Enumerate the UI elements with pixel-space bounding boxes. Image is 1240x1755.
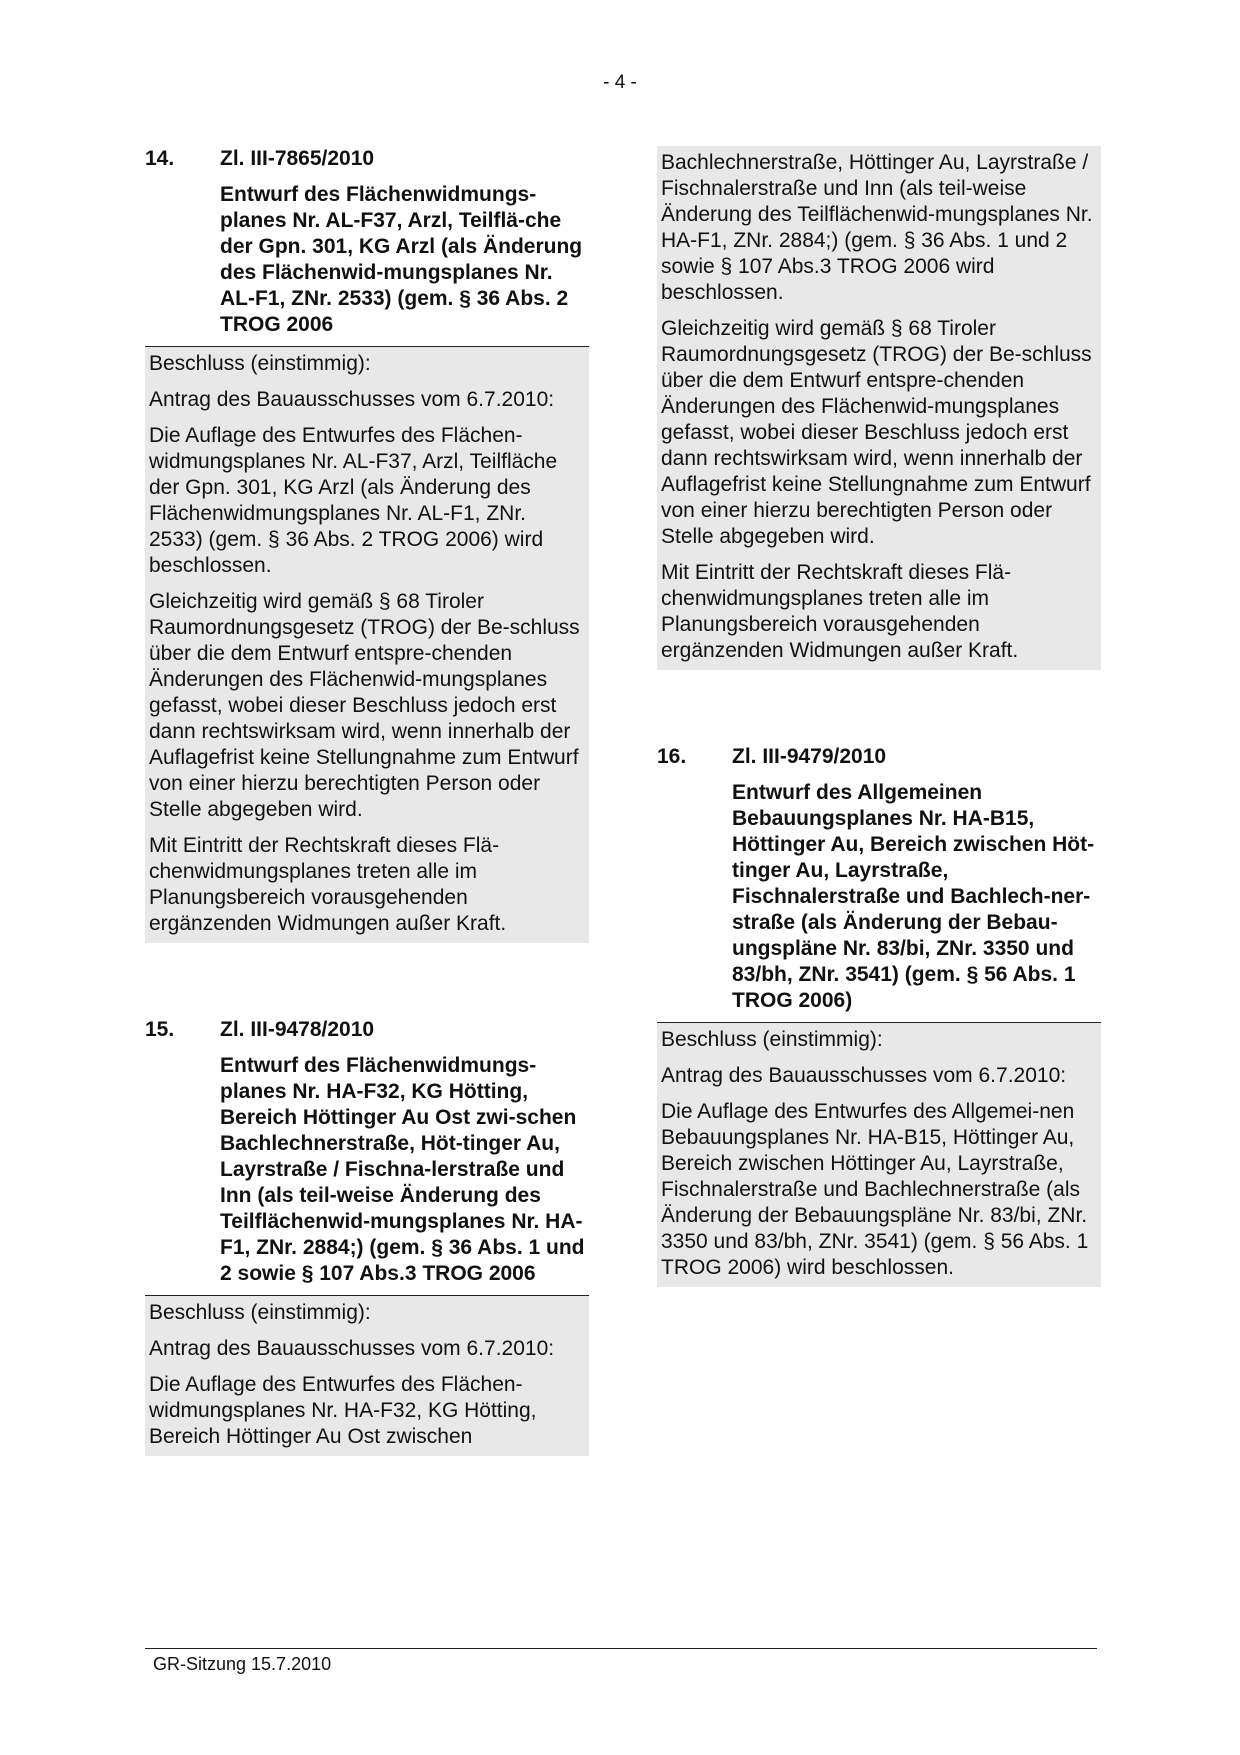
- resolution-box: [145, 347, 589, 943]
- agenda-item-14: [145, 146, 589, 943]
- resolution-paragraph: Die Auflage des Entwurfes des Flächen-widmungsplanes Nr. HA-F32, KG Hötting, Bereich Höttinger Au Ost zwischen: [149, 1373, 537, 1448]
- resolution-paragraph: Gleichzeitig wird gemäß § 68 Tiroler Raumordnungsgesetz (TROG) der Be-schluss über die dem Entwurf entspre-chenden Änderungen des Flächenwid-mungsplanes gefasst, wobei dieser Beschluss jedoch erst dann rechtswirksam wird, wenn innerhalb der Auflagefrist keine Stellungnahme zum Entwurf von einer hierzu berechtigten Person oder Stelle abgegeben wird.: [149, 590, 580, 821]
- agenda-item-16: [657, 744, 1101, 1287]
- motion-text: Antrag des Bauausschusses vom 6.7.2010:: [149, 1337, 555, 1360]
- item-header: [145, 1017, 589, 1043]
- item-reference: Zl. III-9478/2010: [220, 1018, 375, 1041]
- resolution-paragraph: Bachlechnerstraße, Höttinger Au, Layrstraße / Fischnalerstraße und Inn (als teil-weise Änderung des Teilflächenwid-mungsplanes Nr. HA-F1, ZNr. 2884;) (gem. § 36 Abs. 1 und 2 sowie § 107 Abs.3 TROG 2006 wird beschlossen.: [661, 151, 1093, 304]
- resolution-box: [145, 1296, 589, 1456]
- item-reference: Zl. III-7865/2010: [220, 147, 375, 170]
- page-number: - 4 -: [603, 72, 637, 93]
- resolution-paragraph: Die Auflage des Entwurfes des Allgemei-nen Bebauungsplanes Nr. HA-B15, Höttinger Au, Bereich zwischen Höttinger Au, Layrstraße, Fischnalerstraße und Bachlechnerstraße (als Änderung der Bebauungspläne Nr. 83/bi, ZNr. 3350 und 83/bh, ZNr. 3541) (gem. § 56 Abs. 1 TROG 2006) wird beschlossen.: [661, 1100, 1089, 1279]
- motion-text: Antrag des Bauausschusses vom 6.7.2010:: [661, 1064, 1067, 1087]
- item-number: 16.: [657, 745, 687, 768]
- item-reference: Zl. III-9479/2010: [732, 745, 887, 768]
- resolution-paragraph: Gleichzeitig wird gemäß § 68 Tiroler Raumordnungsgesetz (TROG) der Be-schluss über die dem Entwurf entspre-chenden Änderungen des Flächenwid-mungsplanes gefasst, wobei dieser Beschluss jedoch erst dann rechtswirksam wird, wenn innerhalb der Auflagefrist keine Stellungnahme zum Entwurf von einer hierzu berechtigten Person oder Stelle abgegeben wird.: [661, 317, 1092, 548]
- item-title: Entwurf des Flächenwidmungs-planes Nr. AL-F37, Arzl, Teilflä-che der Gpn. 301, KG Arzl (als Änderung des Flächenwid-mungsplanes Nr. AL-F1, ZNr. 2533) (gem. § 36 Abs. 2 TROG 2006: [220, 183, 583, 336]
- footer-divider: [145, 1648, 1097, 1649]
- item-number: 15.: [145, 1018, 175, 1041]
- left-column: [145, 146, 589, 1456]
- footer-text: GR-Sitzung 15.7.2010: [153, 1654, 332, 1674]
- item-title: Entwurf des Flächenwidmungs-planes Nr. HA-F32, KG Hötting, Bereich Höttinger Au Ost zwi-schen Bachlechnerstraße, Höt-tinger Au, Layrstraße / Fischna-lerstraße und Inn (als teil-weise Änderung des Teilflächenwid-mungsplanes Nr. HA-F1, ZNr. 2884;) (gem. § 36 Abs. 1 und 2 sowie § 107 Abs.3 TROG 2006: [220, 1054, 585, 1285]
- resolution-label: Beschluss (einstimmig):: [661, 1028, 883, 1051]
- item-title: Entwurf des Allgemeinen Bebauungsplanes Nr. HA-B15, Höttinger Au, Bereich zwischen Höt-tinger Au, Layrstraße, Fischnalerstraße und Bachlech-ner-straße (als Änderung der Bebau-ungspläne Nr. 83/bi, ZNr. 3350 und 83/bh, ZNr. 3541) (gem. § 56 Abs. 1 TROG 2006): [732, 781, 1095, 1012]
- resolution-box: [657, 1023, 1101, 1287]
- resolution-label: Beschluss (einstimmig):: [149, 352, 371, 375]
- item-header: [657, 744, 1101, 770]
- item-header: [145, 146, 589, 172]
- resolution-paragraph: Mit Eintritt der Rechtskraft dieses Flä-chenwidmungsplanes treten alle im Planungsbereich vorausgehenden ergänzenden Widmungen außer Kraft.: [661, 561, 1019, 662]
- motion-text: Antrag des Bauausschusses vom 6.7.2010:: [149, 388, 555, 411]
- resolution-box-continued: [657, 146, 1101, 670]
- right-column: [657, 146, 1101, 1287]
- resolution-paragraph: Die Auflage des Entwurfes des Flächen-widmungsplanes Nr. AL-F37, Arzl, Teilfläche der Gpn. 301, KG Arzl (als Änderung des Flächenwidmungsplanes Nr. AL-F1, ZNr. 2533) (gem. § 36 Abs. 2 TROG 2006) wird beschlossen.: [149, 424, 558, 577]
- resolution-paragraph: Mit Eintritt der Rechtskraft dieses Flä-chenwidmungsplanes treten alle im Planungsbereich vorausgehenden ergänzenden Widmungen außer Kraft.: [149, 834, 507, 935]
- resolution-label: Beschluss (einstimmig):: [149, 1301, 371, 1324]
- item-number: 14.: [145, 147, 175, 170]
- agenda-item-15: [145, 1017, 589, 1456]
